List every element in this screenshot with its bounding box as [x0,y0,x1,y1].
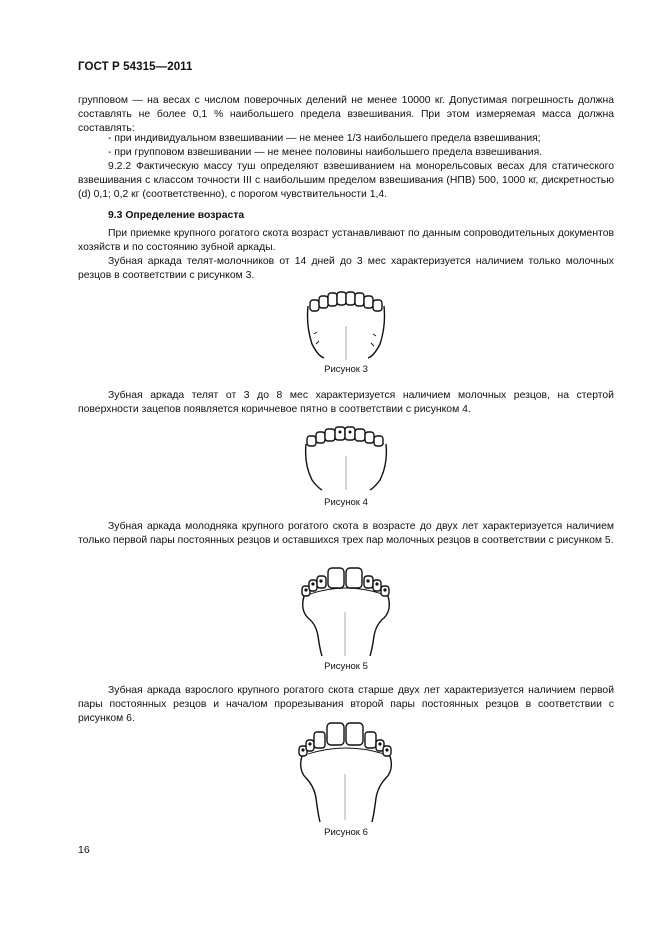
caption-figure-5: Рисунок 5 [324,661,368,672]
paragraph-calves-14-days: Зубная аркада телят-молочников от 14 дней до 3 мес характеризуется наличием только молочных резцов в соответствии с рисунком 3. [78,256,614,282]
caption-figure-6: Рисунок 6 [324,827,368,838]
bullet-individual-weighing: - при индивидуальном взвешивании — не менее 1/3 наибольшего предела взвешивания; [108,133,541,144]
figure-4-dental-arcade [298,420,394,492]
figure-3-dental-arcade [298,286,394,362]
caption-figure-4: Рисунок 4 [324,497,368,508]
figure-5-dental-arcade [296,566,396,658]
figure-6-dental-arcade [296,720,396,824]
section-title-age: 9.3 Определение возраста [108,210,245,221]
document-header: ГОСТ Р 54315—2011 [78,61,193,73]
paragraph-age-documents: При приемке крупного рогатого скота возраст устанавливают по данным сопроводительных документов хозяйств и по состоянию зубной аркады. [78,228,614,254]
bullet-group-weighing: - при групповом взвешивании — не менее половины наибольшего предела взвешивания. [108,147,543,158]
caption-figure-3: Рисунок 3 [324,364,368,375]
paragraph-adult-cattle: Зубная аркада взрослого крупного рогатого скота старше двух лет характеризуется наличием первой пары постоянных резцов и началом прорезывания второй пары постоянных резцов в соответствии с рисунком 6. [78,685,614,725]
page-number: 16 [78,844,90,856]
paragraph-weighing-group: групповом — на весах с числом поверочных делений не менее 10000 кг. Допустимая погрешность должна составлять не более 0,1 % наибольшего предела взвешивания. При этом измеряемая масса должна составлять: [78,95,614,135]
paragraph-young-cattle: Зубная аркада молодняка крупного рогатого скота в возрасте до двух лет характеризуется наличием только первой пары постоянных резцов и оставшихся трех пар молочных резцов в соответствии с рисунком 5. [78,521,614,547]
paragraph-9-2-2: 9.2.2 Фактическую массу туш определяют взвешиванием на монорельсовых весах для статического взвешивания с классом точности III с наибольшим пределом взвешивания (НПВ) 500, 1000 кг, дискретностью (d) 0,1; 0,2 кг (соответственно), с порогом чувствительности 1,4. [78,161,614,201]
paragraph-calves-3-8-months: Зубная аркада телят от 3 до 8 мес характеризуется наличием молочных резцов, на стертой поверхности зацепов появляется коричневое пятно в соответствии с рисунком 4. [78,390,614,416]
